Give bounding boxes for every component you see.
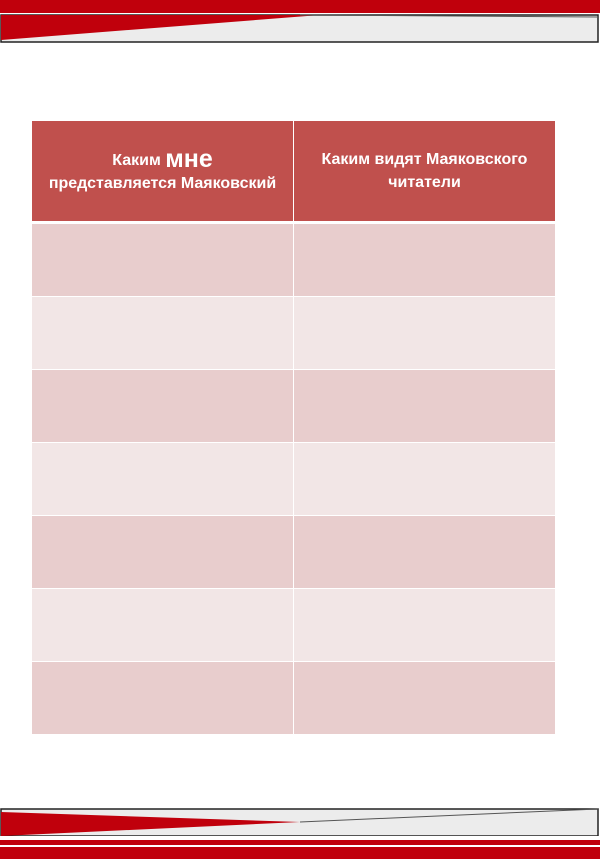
table-row bbox=[32, 443, 556, 516]
table-cell[interactable] bbox=[294, 297, 556, 370]
column-header-self-view bbox=[32, 121, 294, 223]
table-cell[interactable] bbox=[32, 443, 294, 516]
footer-decoration-band bbox=[0, 806, 600, 864]
table-cell[interactable] bbox=[32, 662, 294, 735]
table-row bbox=[32, 516, 556, 589]
table-cell[interactable] bbox=[294, 443, 556, 516]
table-header-row bbox=[32, 121, 556, 223]
header-part-after: представляется Маяковский bbox=[48, 174, 277, 192]
table-row bbox=[32, 370, 556, 443]
table-cell[interactable] bbox=[294, 662, 556, 735]
table-cell[interactable] bbox=[32, 516, 294, 589]
header-decoration-band bbox=[0, 0, 600, 48]
table-cell[interactable] bbox=[32, 297, 294, 370]
table-cell[interactable] bbox=[294, 223, 556, 297]
table-cell[interactable] bbox=[294, 516, 556, 589]
table-row bbox=[32, 297, 556, 370]
table-cell[interactable] bbox=[294, 370, 556, 443]
table-row bbox=[32, 589, 556, 662]
table-cell[interactable] bbox=[32, 223, 294, 297]
table-row bbox=[32, 662, 556, 735]
header-part-before: Каким bbox=[112, 151, 166, 169]
column-header-readers-view: Каким видят Маяковского читатели bbox=[294, 121, 556, 223]
table-row bbox=[32, 223, 556, 297]
comparison-table bbox=[31, 120, 556, 735]
table-cell[interactable] bbox=[32, 370, 294, 443]
table-cell[interactable] bbox=[32, 589, 294, 662]
table-cell[interactable] bbox=[294, 589, 556, 662]
header-emphasis: мне bbox=[165, 144, 213, 173]
